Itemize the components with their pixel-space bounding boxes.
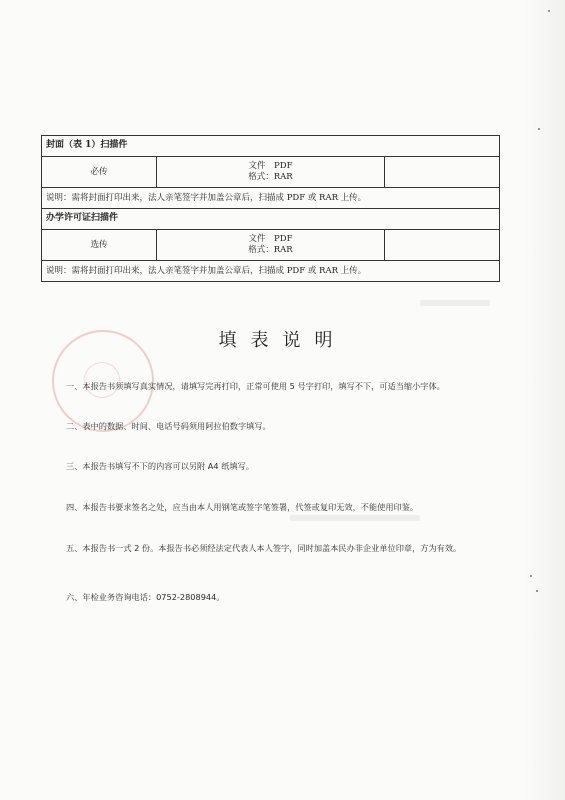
instruction-item: 一、本报告书须填写真实情况，请填写完再打印，正常可使用 5 号字打印，填写不下，可适当缩小字体。	[66, 381, 445, 391]
instruction-item: 五、本报告书一式 2 份。本报告书必须经法定代表人本人签字，同时加盖本民办非企业单位印章，方为有效。	[66, 543, 462, 553]
table-row	[42, 230, 500, 261]
table-row	[42, 188, 500, 209]
section-title-cover-scan: 封面（表 1）扫描件	[42, 136, 500, 157]
instruction-item: 二、表中的数据、时间、电话号码须用阿拉伯数字填写。	[66, 421, 271, 431]
table-row	[42, 136, 500, 157]
note-text: 说明：需将封面打印出来，法人亲笔签字并加盖公章后，扫描成 PDF 或 RAR 上传。	[42, 188, 500, 209]
scan-speck	[548, 10, 550, 12]
table-row	[42, 261, 500, 282]
format-line: 文件 PDF	[248, 161, 293, 172]
instruction-item: 三、本报告书填写不下的内容可以另附 A4 纸填写。	[66, 461, 254, 471]
table-row	[42, 209, 500, 230]
file-format-cell	[157, 157, 385, 188]
requirement-required: 必传	[42, 157, 157, 188]
upload-attachments-table	[41, 135, 500, 282]
format-line: 格式：RAR	[248, 172, 293, 182]
note-text: 说明：需将封面打印出来，法人亲笔签字并加盖公章后，扫描成 PDF 或 RAR 上传。	[42, 261, 500, 282]
instructions-title: 填表说明	[218, 330, 347, 351]
format-line: 文件 PDF	[248, 234, 293, 245]
file-format-cell	[157, 230, 385, 261]
section-title-license-scan: 办学许可证扫描件	[42, 209, 500, 230]
upload-cell[interactable]	[385, 230, 500, 261]
instruction-item: 四、本报告书要求签名之处，应当由本人用钢笔或签字笔签署，代签或复印无效，不能使用印鉴。	[66, 502, 419, 512]
format-line: 格式：RAR	[248, 245, 293, 255]
bleed-through-text	[420, 300, 490, 306]
scan-speck	[530, 575, 532, 577]
instruction-item: 六、年检业务咨询电话：0752-2808944。	[66, 592, 225, 602]
requirement-optional: 选传	[42, 230, 157, 261]
bleed-through-text	[290, 515, 420, 521]
scan-shadow	[525, 0, 565, 800]
upload-cell[interactable]	[385, 157, 500, 188]
scan-speck	[538, 128, 540, 130]
table-row	[42, 157, 500, 188]
scan-speck	[536, 590, 538, 592]
